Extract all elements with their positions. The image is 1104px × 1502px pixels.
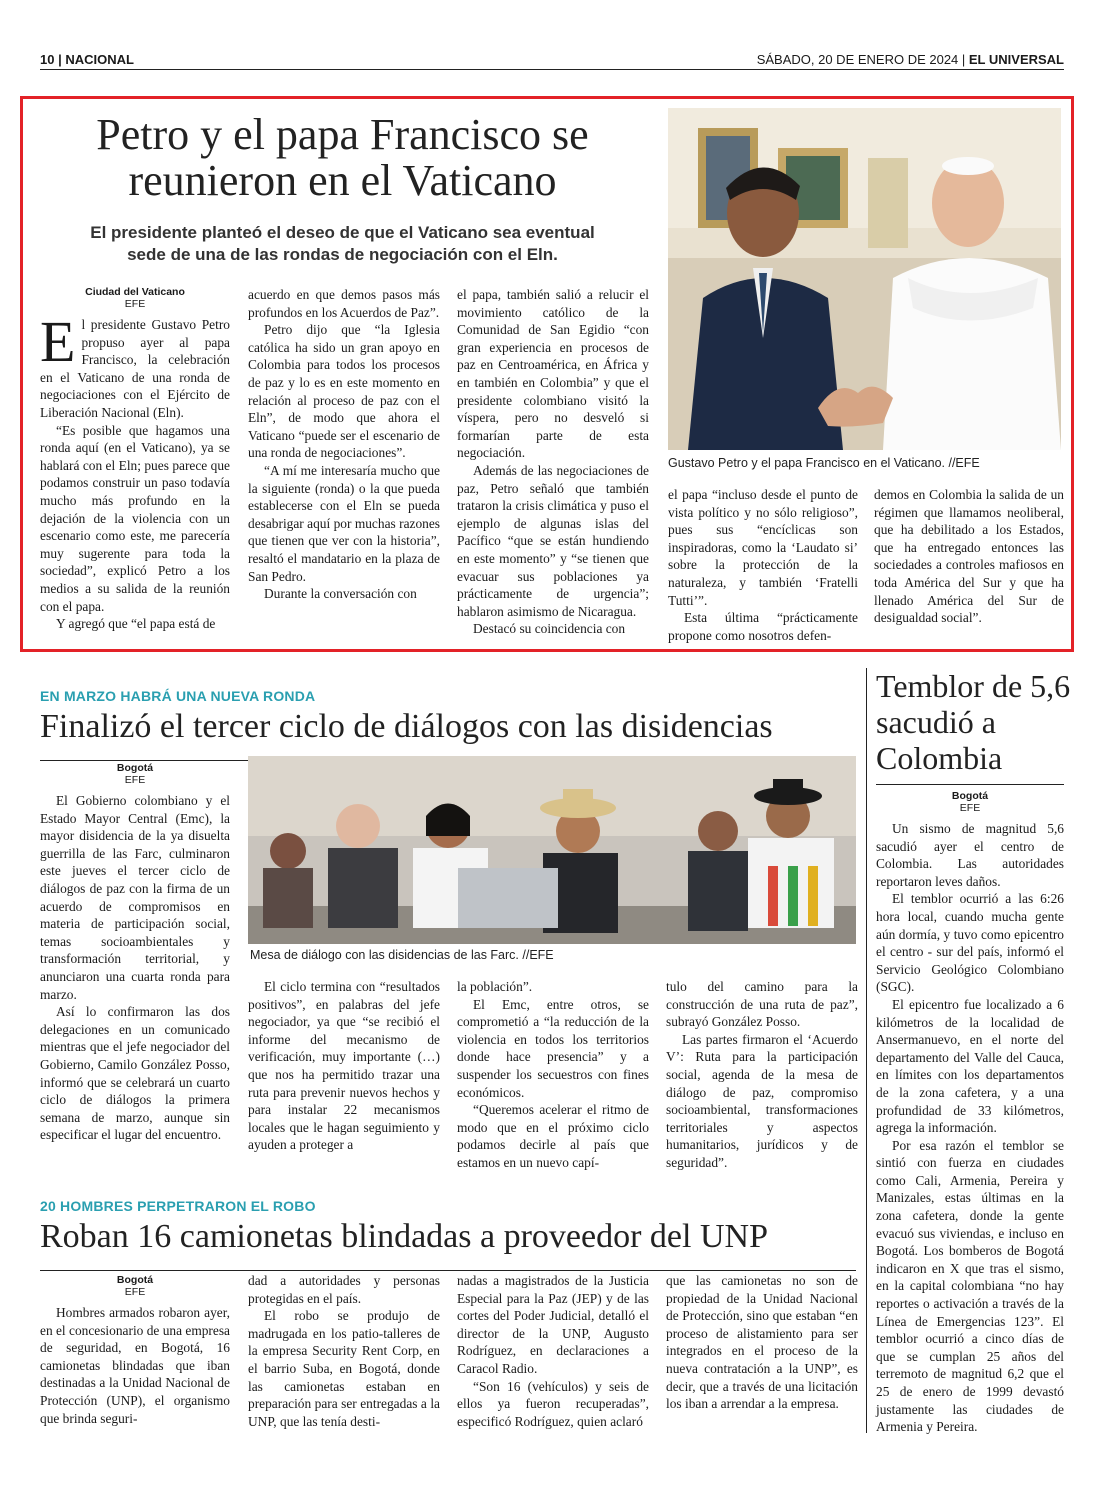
- dialogue-table-illustration: [248, 756, 856, 944]
- story1-dateline: [40, 286, 230, 310]
- article-paragraph: Durante la conversación con: [264, 586, 417, 602]
- story3-column-1: [40, 1274, 230, 1427]
- article-paragraph: El Emc, entre otros, se comprometió a “la reducción de la violencia en todos los territorios donde hace presencia” y a suspender los secuestros con fines económicos.: [457, 996, 649, 1100]
- story3-column-2: [248, 1272, 440, 1430]
- article-paragraph: Destacó su coincidencia con: [473, 621, 626, 637]
- article-paragraph: Las partes firmaron el ‘Acuerdo V’: Ruta para la participación social, agenda de la mesa de diálogo de paz, compromiso socioambiental, transformaciones territoriales y aspectos humanitarios, jurídicos y de seguridad”.: [666, 1031, 858, 1170]
- article-paragraph: El ciclo termina con “resultados positivos”, en palabras del jefe negociador, ya que “se recibió el informe del mecanismo de verificación, muy importante (…) que nos ha permitido trazar una ruta para prevenir nuevos hechos y para instalar 22 mecanismos locales que le hagan seguimiento y ayuden a proteger a: [248, 979, 440, 1153]
- article-paragraph: dad a autoridades y personas protegidas en el país.: [248, 1273, 440, 1306]
- story1-column-3: [457, 286, 649, 638]
- dialogue-table-photo: [248, 756, 856, 944]
- article-paragraph: “Es posible que hagamos una ronda aquí (en el Vaticano), ya se hablará con el Eln; pues parece que podamos construir un paso todavía mucho más profundo en la dejación de la violencia con un escenario como este, me parecería muy sugerente para toda la sociedad”, explicó Petro a los medios a su salida de la reunión con el papa.: [40, 422, 230, 614]
- story1-photo-caption: Gustavo Petro y el papa Francisco en el Vaticano. //EFE: [668, 456, 980, 470]
- article-paragraph: El temblor ocurrió a las 6:26 hora local, cuando mucha gente aún dormía, y tuvo como epicentro el centro - sur del país, informó el Servicio Geológico Colombiano (SGC).: [876, 891, 1064, 995]
- article-paragraph: El presidente Gustavo Petro propuso ayer al papa Francisco, la celebración en el Vaticano de una ronda de negociaciones con el Ejército de Liberación Nacional (Eln).: [40, 309, 230, 420]
- story1-column-1: [40, 286, 230, 633]
- column-divider: [866, 668, 867, 1433]
- story1-headline: Petro y el papa Francisco se reunieron en el Vaticano: [96, 110, 589, 205]
- dateline-place: Ciudad del Vaticano: [85, 286, 185, 298]
- article-paragraph: nadas a magistrados de la Justicia Especial para la Paz (JEP) y de las cortes del Poder Judicial, detalló el director de la UNP, Augusto Rodríguez, en declaraciones a Caracol Radio.: [457, 1273, 649, 1376]
- article-paragraph: Esta última “prácticamente propone como nosotros defen-: [668, 610, 858, 643]
- date-text: SÁBADO, 20 DE ENERO DE 2024 |: [756, 52, 969, 67]
- article-paragraph: Por esa razón el temblor se sintió con fuerza en ciudades como Cali, Armenia, Pereira y Manizales, estas últimas en la zona cafetera, donde la gente evacuó sus viviendas, e incluso en Bogotá. Los bomberos de Bogotá indicaron en X que tras el sismo, en la capital colombiana “no hay reportes o activación a través de la Línea de Emergencias 123”. El temblor ocurrió a cinco días de que se cumplan 25 años del terremoto de magnitud 6,2 que el 25 de enero de 1999 devastó justamente las ciudades de Armenia y Pereira.: [876, 1137, 1064, 1435]
- dateline-agency: EFE: [124, 1286, 146, 1298]
- article-paragraph: “Son 16 (vehículos) y seis de ellos ya fueron recuperadas”, especificó Rodríguez, quien aclaró: [457, 1378, 649, 1429]
- article-paragraph: El Gobierno colombiano y el Estado Mayor Central (Emc), la mayor disidencia de la ya disuelta guerrilla de las Farc, culminaron este jueves el tercer ciclo de diálogos de paz con la firma de un acuerdo de compromisos en materia de participación social, temas socioambientales y transformación territorial, y anunciaron una cuarta ronda para marzo.: [40, 793, 230, 1002]
- petro-pope-illustration: [668, 108, 1061, 450]
- story1-deck: El presidente planteó el deseo de que el Vaticano sea eventual sede de una de las rondas de negociación con el Eln.: [90, 223, 595, 264]
- newspaper-name: EL UNIVERSAL: [968, 52, 1064, 67]
- story4-headline: Temblor de 5,6 sacudió a Colombia: [876, 668, 1071, 776]
- petro-pope-photo: [668, 108, 1061, 450]
- dateline-place: Bogotá: [116, 1274, 154, 1286]
- story3-dateline: [40, 1274, 230, 1298]
- story1-column-4: [668, 486, 858, 644]
- article-paragraph: Además de las negociaciones de paz, Petro señaló que también trataron la crisis climática y puso el ejemplo de algunas islas del Pacífico “que se están hundiendo en este momento” y “se tienen que evacuar sus poblaciones ya prácticamente de urgencia”; hablaron asimismo de Nicaragua.: [457, 462, 649, 619]
- story2-kicker: EN MARZO HABRÁ UNA NUEVA RONDA: [40, 688, 316, 704]
- story4-column: [876, 790, 1064, 1436]
- page-folio: [40, 52, 1064, 70]
- article-paragraph: Petro dijo que “la Iglesia católica ha sido un gran apoyo en Colombia para todos los procesos de paz y lo es en este momento en relación al proceso de paz con el Eln”, de modo que ahora el Vaticano “puede ser el escenario de una ronda de negociaciones”.: [248, 322, 440, 461]
- story2-column-4: [666, 978, 858, 1172]
- story3-column-3: [457, 1272, 649, 1430]
- page-section: 10 | NACIONAL: [40, 52, 134, 67]
- article-paragraph: El robo se produjo de madrugada en los patio-talleres de la empresa Security Rent Corp, en el barrio Suba, en Bogotá, donde las camionetas estaban en preparación para ser entregadas a la UNP, que las tenía desti-: [248, 1308, 440, 1429]
- dateline-place: Bogotá: [951, 790, 989, 802]
- story2-dateline: [40, 762, 230, 786]
- article-paragraph: demos en Colombia la salida de un régimen que llamamos neoliberal, que ha debilitado a los Estados, que ha entregado entonces las sociedades a controles mafiosos en toda América del Sur y que ha llenado América del Sur de desigualdad social”.: [874, 487, 1064, 626]
- issue-date: [757, 52, 1064, 67]
- dateline-place: Bogotá: [116, 762, 154, 774]
- dateline-agency: EFE: [124, 774, 146, 786]
- story2-column-3: [457, 978, 649, 1172]
- article-paragraph: El epicentro fue localizado a 6 kilómetros de la localidad de Ansermanuevo, en el norte del departamento del Valle del Cauca, en límites con los departamentos de la zona cafetera, y a una profundidad de 33 kilómetros, agrega la información.: [876, 996, 1064, 1136]
- article-paragraph: tulo del camino para la construcción de una ruta de paz”, subrayó González Posso.: [666, 979, 858, 1030]
- article-paragraph: la población”.: [457, 979, 533, 994]
- article-paragraph: “A mí me interesaría mucho que la siguiente (ronda) o la que pueda establecerse con el Eln se pueda desabrigar aquí por muchas razones que tienen que ver con la historia”, resaltó el mandatario en la plaza de San Pedro.: [248, 462, 440, 584]
- section-divider: [40, 1270, 856, 1271]
- story4-dateline: [876, 790, 1064, 814]
- story3-kicker: 20 HOMBRES PERPETRARON EL ROBO: [40, 1198, 316, 1214]
- article-paragraph: el papa, también salió a relucir el movimiento católico de la Comunidad de San Egidio “con gran experiencia en procesos de paz en Centroamérica, en África y en también en Colombia” y que el presidente colombiano visitó la víspera, pero no desveló si formarían parte de esta negociación.: [457, 287, 649, 461]
- article-paragraph: acuerdo en que demos pasos más profundos en los Acuerdos de Paz”.: [248, 287, 440, 320]
- article-paragraph: Hombres armados robaron ayer, en el concesionario de una empresa de seguridad, en Bogotá, 16 camionetas blindadas que iban destinadas a la Unidad Nacional de Protección (UNP), el organismo que brinda seguri-: [40, 1305, 230, 1426]
- story3-column-4: [666, 1272, 858, 1413]
- story1-column-5: [874, 486, 1064, 627]
- section-divider: [876, 784, 1064, 785]
- dateline-agency: EFE: [124, 298, 146, 310]
- story3-headline: Roban 16 camionetas blindadas a proveedor del UNP: [40, 1218, 768, 1255]
- article-paragraph: el papa “incluso desde el punto de vista político y no sólo religioso”, pues sus “encíclicas son inspiradoras, como la ‘Laudato si’ sobre la protección de la naturaleza, y también ‘Fratelli Tutti’”.: [668, 487, 858, 608]
- story2-headline: Finalizó el tercer ciclo de diálogos con las disidencias: [40, 708, 773, 745]
- article-paragraph: que las camionetas no son de propiedad de la Unidad Nacional de Protección, sino que estaban “en proceso de alistamiento para ser integrados en el proceso de la nueva contratación a la UNP”, es decir, que a través de una licitación los iban a arrendar a la empresa.: [666, 1273, 858, 1412]
- story2-column-1: [40, 762, 230, 1144]
- article-paragraph: “Queremos acelerar el ritmo de modo que en el próximo ciclo podamos decirle al país que estamos en un nuevo capí-: [457, 1102, 649, 1170]
- article-paragraph: Un sismo de magnitud 5,6 sacudió ayer el centro de Colombia. Las autoridades reportaron leves daños.: [876, 821, 1064, 889]
- story2-photo-caption: Mesa de diálogo con las disidencias de las Farc. //EFE: [250, 948, 554, 962]
- story2-column-2: [248, 978, 440, 1154]
- dateline-agency: EFE: [959, 802, 981, 814]
- article-paragraph: Así lo confirmaron las dos delegaciones en un comunicado mientras que el jefe negociador del Gobierno, Camilo González Posso, informó que se celebrará un cuarto ciclo de diálogos la primera semana de marzo, aunque sin especificar el lugar del encuentro.: [40, 1004, 230, 1143]
- article-paragraph: Y agregó que “el papa está de: [56, 616, 216, 632]
- drop-cap: E: [40, 309, 76, 374]
- story1-column-2: [248, 286, 440, 603]
